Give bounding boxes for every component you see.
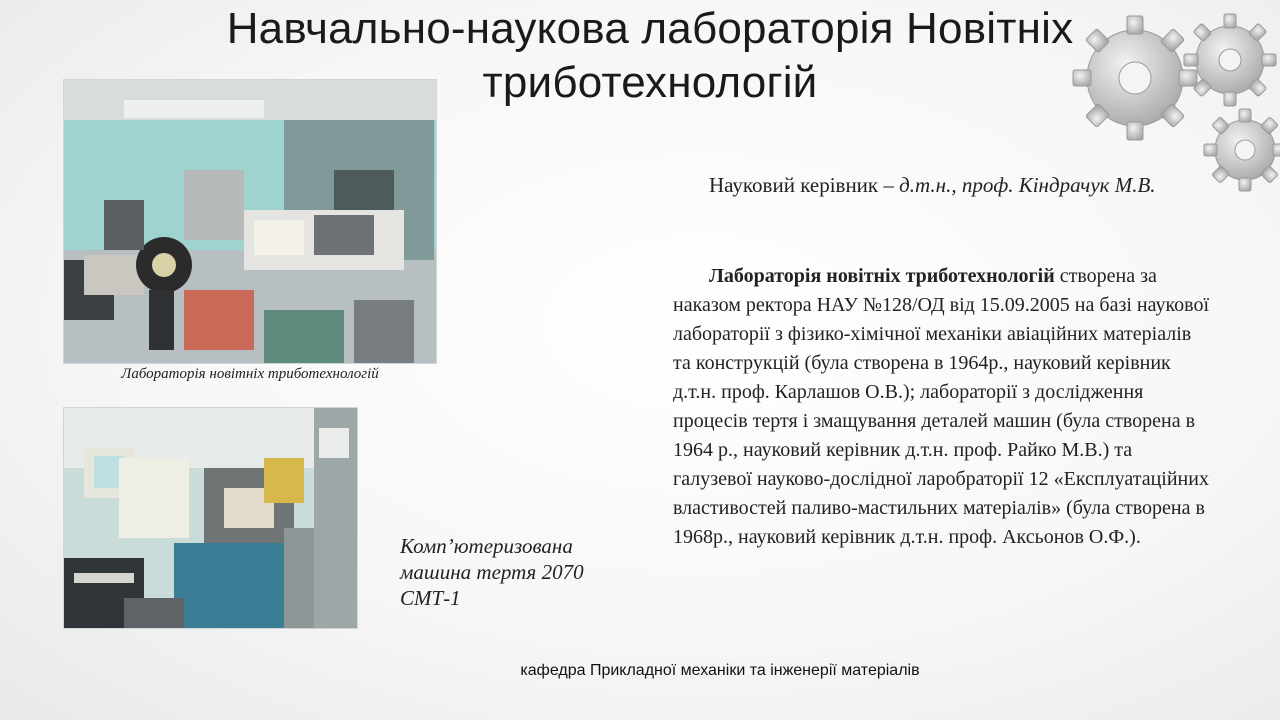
page-title: Навчально-наукова лабораторія Новітніх триботехнологій — [226, 4, 1074, 107]
lab-name-bold: Лабораторія новітніх триботехнологій — [709, 265, 1055, 287]
supervisor-name: д.т.н., проф. Кіндрачук М.В. — [899, 173, 1156, 197]
lab-photo — [64, 80, 436, 363]
department-footer: кафедра Прикладної механіки та інженерії матеріалів — [520, 662, 920, 679]
lab-description — [673, 262, 1213, 552]
lab-photo-caption: Лабораторія новітніх триботехнологій — [121, 366, 379, 382]
supervisor-label: Науковий керівник – — [709, 173, 900, 197]
machine-photo — [64, 408, 357, 628]
supervisor-line — [673, 170, 1203, 200]
machine-photo-caption: Комп’ютеризована машина тертя 2070 СМТ-1 — [400, 534, 584, 610]
lab-description-text: створена за наказом ректора НАУ №128/ОД від 15.09.2005 на базі наукової лабораторії з фізико-хімічної механіки авіаційних матеріалів та конструкцій (була створена в 1964р., науковий керівник д.т.н. проф. Карлашов О.В.); лабораторії з дослідження процесів тертя і змащування деталей машин (була створена в 1964 р., науковий керівник д.т.н. проф. Райко М.В.) та галузевої науково-дослідної ларобраторії 12 «Експлуатаційних властивостей паливо-мастильних матеріалів» (була створена в 1968р., науковий керівник д.т.н. проф. Аксьонов О.Ф.). — [673, 265, 1210, 548]
